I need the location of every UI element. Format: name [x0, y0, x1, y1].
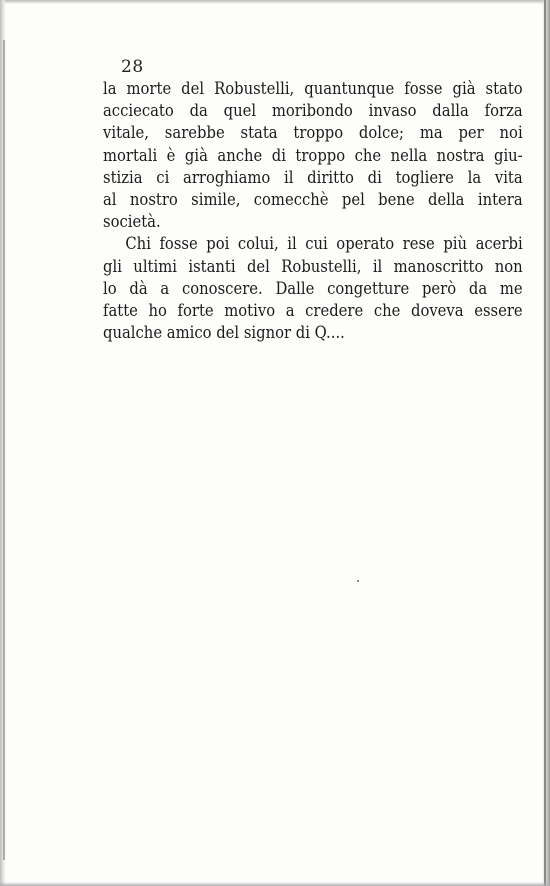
page-number: 28: [121, 57, 144, 77]
text-line: la morte del Robustelli, quantunque fosse già stato: [103, 79, 523, 99]
body-text: [103, 78, 523, 344]
ink-speck: [357, 580, 359, 582]
text-line: Chi fosse poi colui, il cui operato rese più acerbi: [125, 234, 523, 255]
text-line: società.: [103, 212, 161, 233]
text-line: vitale, sarebbe stata troppo dolce; ma per noi: [103, 123, 523, 144]
scan-edge-bottom: [0, 882, 550, 886]
text-line: al nostro simile, comecchè pel bene della intera: [103, 189, 523, 210]
text-line: lo dà a conoscere. Dalle congetture però da me: [103, 278, 523, 299]
scan-edge-top: [0, 0, 550, 4]
scan-edge-right-line: [544, 0, 546, 886]
text-line: qualche amico del signor di Q....: [103, 323, 345, 344]
scan-edge-left-line: [3, 40, 5, 860]
text-line: mortali è già anche di troppo che nella nostra giu-: [103, 145, 523, 166]
text-line: stizia ci arroghiamo il diritto di togliere la vita: [103, 167, 523, 188]
text-line: fatte ho forte motivo a credere che doveva essere: [103, 300, 523, 321]
text-line: gli ultimi istanti del Robustelli, il manoscritto non: [103, 256, 523, 277]
text-line: acciecato da quel moribondo invaso dalla forza: [103, 101, 523, 122]
